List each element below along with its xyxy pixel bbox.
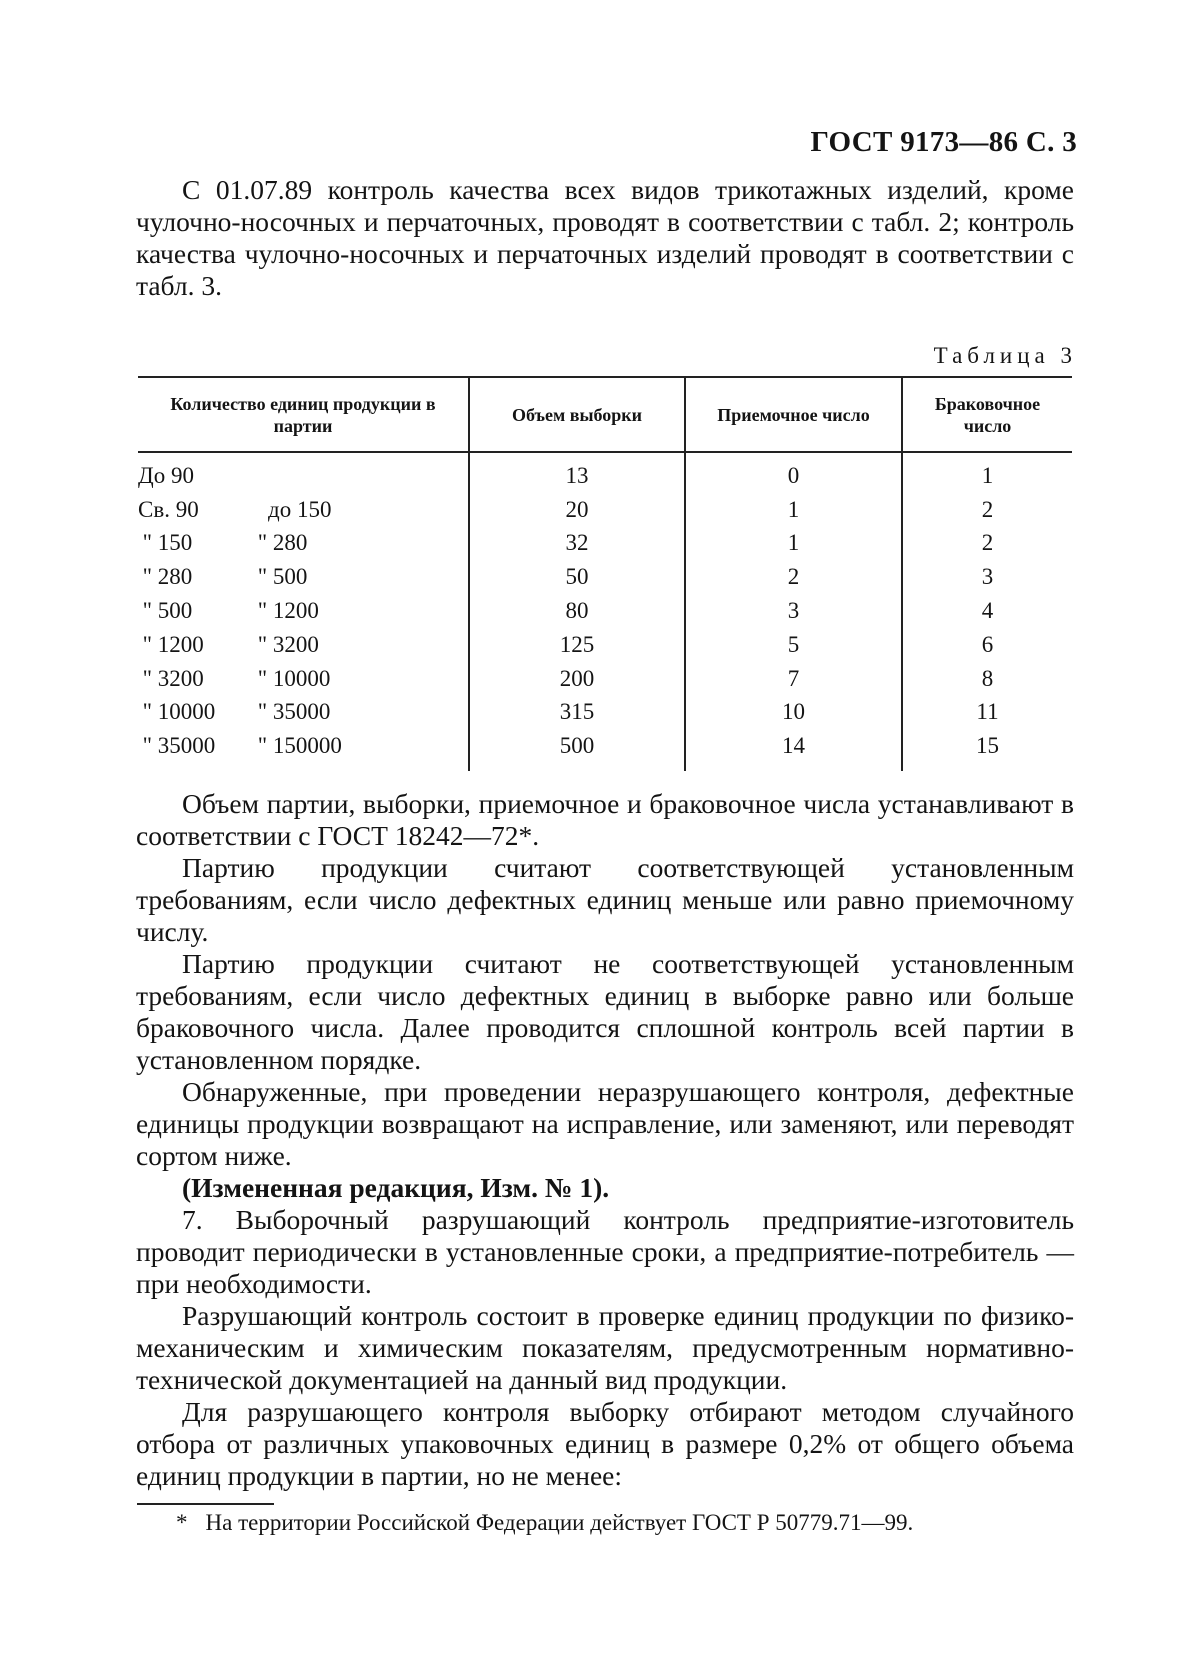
lot-size-to: " 10000: [257, 665, 331, 691]
sample-size-cell: 13: [469, 452, 685, 493]
lot-size-from: 150: [157, 530, 193, 556]
table-label: Таблица 3: [933, 343, 1077, 368]
acceptance-number-cell: 2: [685, 560, 902, 594]
acceptance-number-cell: 10: [685, 696, 902, 730]
lot-size-cell: [138, 594, 469, 628]
sample-size-cell: 20: [469, 493, 685, 527]
lot-size-cell: [138, 527, 469, 561]
sample-size-cell: 200: [469, 662, 685, 696]
body-paragraph: Партию продукции считают соответствующей установленным требованиям, если число дефектных единиц меньше или равно приемочному числу.: [136, 852, 1074, 947]
rejection-number-cell: 8: [902, 662, 1072, 696]
table-row: [138, 628, 1072, 662]
sampling-table: [138, 376, 1072, 771]
rejection-number-cell: 1: [902, 452, 1072, 493]
acceptance-number-cell: 7: [685, 662, 902, 696]
table-row: [138, 662, 1072, 696]
rejection-number-cell: 2: [902, 527, 1072, 561]
acceptance-number-cell: 3: [685, 594, 902, 628]
ditto-mark: ": [142, 564, 152, 590]
lot-size-to: " 280: [257, 530, 308, 556]
intro-paragraph: С 01.07.89 контроль качества всех видов трикотажных изделий, кроме чулочно-носочных и перчаточных, проводят в соответствии с табл. 2; контроль качества чулочно-носочных и перчаточных изделий проводят в соответствии с табл. 3.: [136, 174, 1074, 301]
rejection-number-cell: 15: [902, 729, 1072, 771]
lot-size-from: 280: [157, 564, 193, 590]
body-paragraph: Разрушающий контроль состоит в проверке единиц продукции по физико-механическим и химическим показателям, предусмотренным нормативно-технической документацией на данный вид продукции.: [136, 1300, 1074, 1395]
page-header: ГОСТ 9173—86 С. 3: [810, 126, 1077, 158]
body-paragraph: Объем партии, выборки, приемочное и браковочное числа устанавливают в соответствии с ГОСТ 18242—72*.: [136, 788, 1074, 851]
lot-size-from: 35000: [157, 733, 216, 759]
lot-size-cell: [138, 493, 469, 527]
table-row: [138, 527, 1072, 561]
col-header-rejection-number: Браковочное число: [902, 377, 1072, 452]
lot-size-to: " 150000: [257, 733, 342, 759]
lot-size-to: " 500: [257, 564, 308, 590]
lot-size-from: 10000: [157, 699, 216, 725]
acceptance-number-cell: 5: [685, 628, 902, 662]
lot-size-cell: [138, 628, 469, 662]
acceptance-number-cell: 0: [685, 452, 902, 493]
lot-size-to: " 35000: [257, 699, 331, 725]
rejection-number-cell: 3: [902, 560, 1072, 594]
lot-size-to: до 150: [268, 496, 332, 522]
footnote-text: На территории Российской Федерации действует ГОСТ Р 50779.71—99.: [205, 1510, 914, 1535]
col-header-acceptance-number: Приемочное число: [685, 377, 902, 452]
ditto-mark: ": [142, 598, 152, 624]
ditto-mark: ": [142, 665, 152, 691]
footnote: [176, 1509, 913, 1537]
sample-size-cell: 125: [469, 628, 685, 662]
rejection-number-cell: 4: [902, 594, 1072, 628]
table-row: [138, 493, 1072, 527]
table-row: [138, 696, 1072, 730]
acceptance-number-cell: 14: [685, 729, 902, 771]
col-header-lot-size: Количество единиц продукции в партии: [138, 377, 469, 452]
footnote-rule: [137, 1503, 274, 1505]
rejection-number-cell: 6: [902, 628, 1072, 662]
acceptance-number-cell: 1: [685, 527, 902, 561]
lot-size-cell: [138, 729, 469, 771]
sample-size-cell: 315: [469, 696, 685, 730]
ditto-mark: ": [142, 530, 152, 556]
lot-size-from: 3200: [157, 665, 204, 691]
table-row: [138, 729, 1072, 771]
sample-size-cell: 500: [469, 729, 685, 771]
lot-size-cell: [138, 696, 469, 730]
table-row: [138, 560, 1072, 594]
ditto-mark: ": [142, 699, 152, 725]
table-row: [138, 594, 1072, 628]
body-paragraph: Партию продукции считают не соответствующей установленным требованиям, если число дефектных единиц в выборке равно или больше браковочного числа. Далее проводится сплошной контроль всей партии в установленном порядке.: [136, 948, 1074, 1075]
footnote-marker: *: [176, 1510, 188, 1535]
lot-size-from: До 90: [138, 462, 194, 488]
lot-size-to: " 3200: [257, 631, 319, 657]
table-row: [138, 452, 1072, 493]
lot-size-from: 1200: [157, 631, 204, 657]
ditto-mark: ": [142, 733, 152, 759]
acceptance-number-cell: 1: [685, 493, 902, 527]
body-paragraph: Обнаруженные, при проведении неразрушающего контроля, дефектные единицы продукции возвращают на исправление, или заменяют, или переводят сортом ниже.: [136, 1076, 1074, 1171]
rejection-number-cell: 11: [902, 696, 1072, 730]
rejection-number-cell: 2: [902, 493, 1072, 527]
ditto-mark: ": [142, 631, 152, 657]
lot-size-from: 500: [157, 598, 193, 624]
lot-size-cell: [138, 560, 469, 594]
table-header-row: [138, 377, 1072, 452]
sample-size-cell: 80: [469, 594, 685, 628]
col-header-sample-size: Объем выборки: [469, 377, 685, 452]
lot-size-to: " 1200: [257, 598, 319, 624]
body-paragraph: Для разрушающего контроля выборку отбирают методом случайного отбора от различных упаковочных единиц в размере 0,2% от общего объема единиц продукции в партии, но не менее:: [136, 1396, 1074, 1491]
sample-size-cell: 32: [469, 527, 685, 561]
lot-size-from: Св. 90: [138, 496, 199, 522]
amendment-note: (Измененная редакция, Изм. № 1).: [182, 1172, 610, 1203]
lot-size-cell: [138, 662, 469, 696]
section-7-paragraph: 7. Выборочный разрушающий контроль предприятие-изготовитель проводит периодически в установленные сроки, а предприятие-потребитель — при необходимости.: [136, 1204, 1074, 1299]
sample-size-cell: 50: [469, 560, 685, 594]
lot-size-cell: [138, 452, 469, 493]
